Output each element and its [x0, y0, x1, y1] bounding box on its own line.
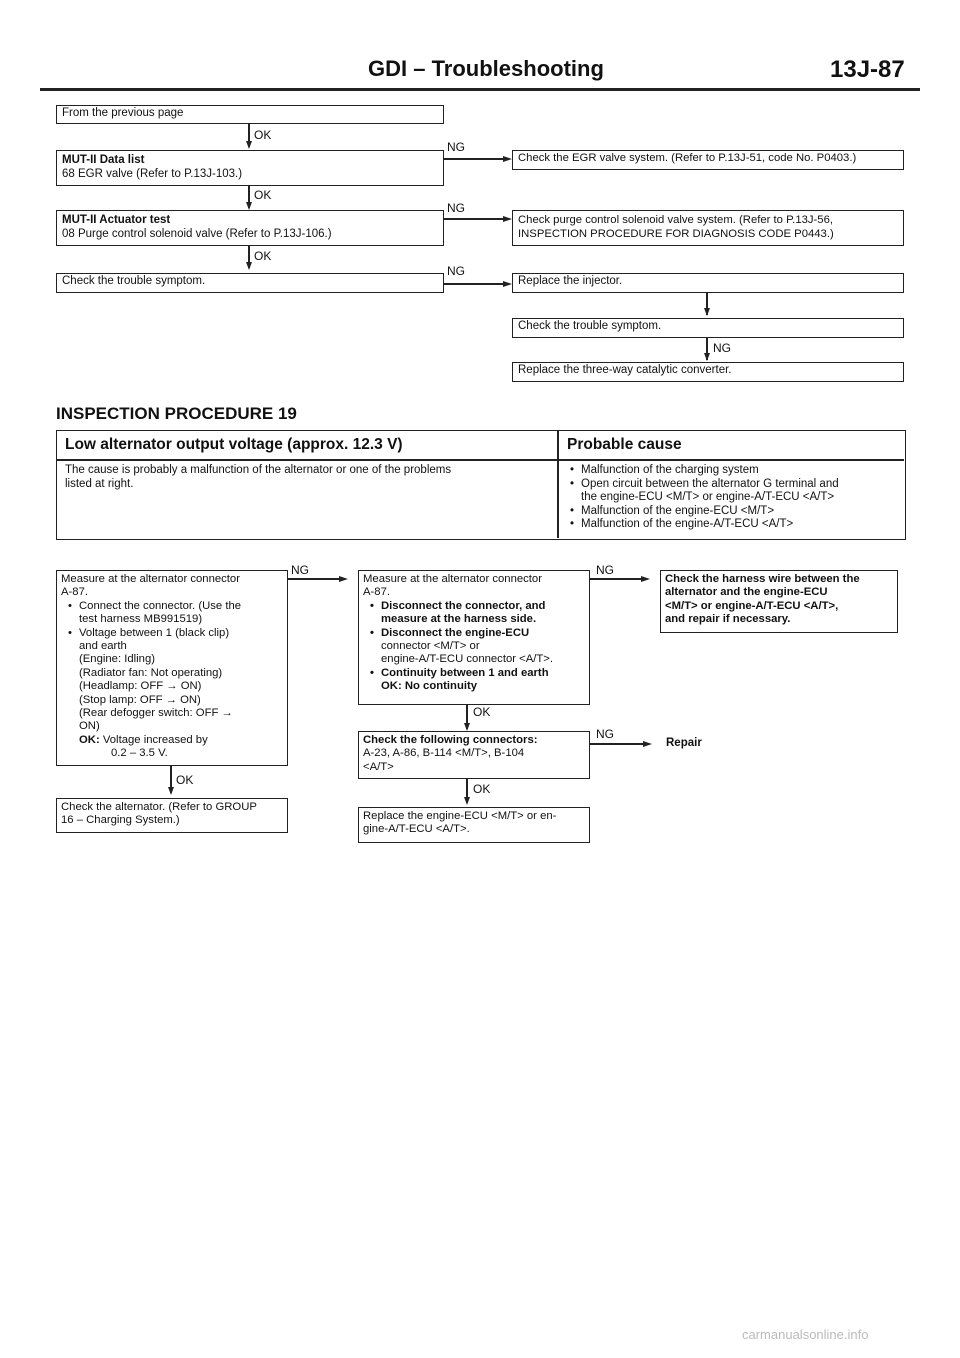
harness-check-box [660, 570, 898, 633]
step-line [61, 734, 283, 747]
step-line: (Headlamp: OFF → ON) [79, 680, 202, 693]
step-text: Continuity between 1 and earth [381, 666, 549, 679]
arrow-down-icon [704, 308, 710, 316]
mut-data-list-box [56, 150, 444, 186]
replace-converter-box [512, 362, 904, 382]
step-line: • Disconnect the connector, and [370, 599, 546, 612]
step-line: measure at the harness side. [381, 613, 537, 626]
replace-converter-text: Replace the three-way catalytic converter. [518, 364, 732, 376]
arrow-down-icon [246, 262, 252, 270]
mut-actuator-body: 08 Purge control solenoid valve (Refer to P.13J-106.) [62, 227, 332, 240]
measure-continuity-box [358, 570, 590, 705]
replace-injector-text: Replace the injector. [518, 275, 623, 287]
cause-text: Malfunction of the engine-ECU <M/T> [581, 504, 775, 517]
arrow-right-icon [643, 741, 652, 747]
description-line: listed at right. [65, 477, 134, 490]
trouble-symptom-box [56, 273, 444, 293]
step-line: and repair if necessary. [665, 613, 791, 626]
arrow-down-icon [704, 353, 710, 361]
ok-label: OK [254, 128, 272, 142]
cause-text: Open circuit between the alternator G terminal and [581, 477, 839, 490]
arrow-down-icon [464, 797, 470, 805]
trouble-symptom-text: Check the trouble symptom. [62, 275, 206, 287]
step-line: • Disconnect the engine-ECU [370, 626, 530, 639]
step-text: Voltage between 1 (black clip) [79, 626, 230, 639]
step-line: Measure at the alternator connector [363, 573, 542, 585]
replace-injector-box [512, 273, 904, 293]
step-line: 0.2 – 3.5 V. [111, 747, 168, 760]
purge-check-line: INSPECTION PROCEDURE FOR DIAGNOSIS CODE P0443.) [518, 227, 834, 240]
step-line: • Connect the connector. (Use the [68, 599, 242, 612]
ok-criteria-label: OK: [79, 733, 100, 746]
ng-label: NG [447, 201, 465, 215]
step-line: Measure at the alternator connector [61, 573, 240, 585]
egr-check-box [512, 150, 904, 170]
ok-label: OK [254, 249, 272, 263]
step-text: Voltage increased by [102, 733, 208, 746]
arrow-right-icon [641, 576, 650, 582]
ok-label: OK [254, 188, 272, 202]
table-divider [57, 459, 904, 461]
trouble-symptom-box-2 [512, 318, 904, 338]
check-alternator-box [56, 798, 288, 833]
mut-actuator-test-box [56, 210, 444, 246]
arrow-down-icon [168, 787, 174, 795]
cause-list [563, 464, 839, 532]
ok-criteria-label: OK: [381, 680, 402, 693]
from-previous-page-box [56, 105, 444, 124]
ok-label: OK [176, 773, 194, 787]
list-item: • Malfunction of the engine-A/T-ECU <A/T> [569, 518, 794, 531]
step-text: Disconnect the engine-ECU [381, 626, 530, 639]
connector-line [444, 218, 506, 220]
arrow-right-icon [339, 576, 348, 582]
step-line: engine-A/T-ECU connector <A/T>. [381, 653, 554, 666]
step-line: connector <M/T> or [381, 640, 480, 653]
page-number: 13J-87 [830, 56, 905, 83]
ng-label: NG [447, 140, 465, 154]
step-line: Replace the engine-ECU <M/T> or en- [363, 810, 557, 822]
ng-label: NG [447, 264, 465, 278]
step-line: Check the following connectors: [363, 734, 538, 746]
arrow-right-icon [503, 281, 512, 287]
connector-line [444, 158, 506, 160]
from-previous-label: From the previous page [62, 107, 184, 119]
procedure-heading: INSPECTION PROCEDURE 19 [56, 404, 297, 423]
step-line: gine-A/T-ECU <A/T>. [363, 823, 470, 836]
step-line: test harness MB991519) [79, 613, 203, 626]
symptom-description [65, 464, 451, 491]
repair-label: Repair [666, 737, 702, 749]
step-line: 16 – Charging System.) [61, 814, 180, 827]
cause-text: Malfunction of the charging system [581, 464, 759, 476]
ok-label: OK [473, 782, 491, 796]
measure-voltage-box [56, 570, 288, 766]
step-line: and earth [79, 640, 127, 653]
purge-check-line: Check purge control solenoid valve system. (Refer to P.13J-56, [518, 214, 834, 226]
mut-data-body: 68 EGR valve (Refer to P.13J-103.) [62, 167, 243, 180]
symptom-title: Low alternator output voltage (approx. 12.3 V) [65, 436, 403, 453]
step-line: A-87. [363, 586, 391, 599]
connector-line [590, 743, 645, 745]
mut-actuator-title: MUT-II Actuator test [62, 214, 171, 226]
step-line: (Engine: Idling) [79, 653, 155, 666]
check-connectors-box [358, 731, 590, 779]
arrow-right-icon [503, 216, 512, 222]
step-line: A-23, A-86, B-114 <M/T>, B-104 [363, 747, 525, 760]
step-text: Connect the connector. (Use the [79, 599, 242, 612]
connector-line [288, 578, 341, 580]
replace-ecu-box [358, 807, 590, 843]
footer-watermark: carmanualsonline.info [742, 1327, 869, 1342]
header-rule [40, 88, 920, 91]
cause-title: Probable cause [567, 436, 682, 453]
ng-label: NG [596, 563, 614, 577]
table-divider [557, 431, 559, 538]
ng-label: NG [596, 727, 614, 741]
step-line: (Radiator fan: Not operating) [79, 666, 223, 679]
arrow-down-icon [246, 141, 252, 149]
egr-check-text: Check the EGR valve system. (Refer to P.13J-51, code No. P0403.) [518, 152, 857, 164]
step-line: • Continuity between 1 and earth [370, 666, 549, 679]
arrow-right-icon [503, 156, 512, 162]
step-line: (Rear defogger switch: OFF → [79, 707, 233, 720]
step-text: No continuity [404, 680, 478, 693]
arrow-down-icon [464, 723, 470, 731]
step-line: Check the harness wire between the [665, 573, 860, 585]
mut-data-title: MUT-II Data list [62, 154, 145, 166]
step-line: ON) [79, 720, 100, 733]
step-line [363, 680, 585, 693]
ng-label: NG [291, 563, 309, 577]
procedure-table [56, 430, 906, 540]
step-text: Disconnect the connector, and [381, 599, 546, 612]
step-line: alternator and the engine-ECU [665, 586, 828, 599]
step-line: A-87. [61, 586, 89, 599]
step-line: • Voltage between 1 (black clip) [68, 626, 230, 639]
purge-check-box [512, 210, 904, 246]
page-title: GDI – Troubleshooting [368, 56, 604, 81]
ng-label: NG [713, 341, 731, 355]
cause-text: Malfunction of the engine-A/T-ECU <A/T> [581, 518, 794, 531]
step-line: Check the alternator. (Refer to GROUP [61, 801, 257, 813]
connector-line [590, 578, 643, 580]
list-item: • Malfunction of the engine-ECU <M/T> [569, 504, 775, 517]
list-item: the engine-ECU <M/T> or engine-A/T-ECU <A/T> [581, 491, 835, 504]
list-item: • Malfunction of the charging system [569, 464, 759, 476]
step-line: <M/T> or engine-A/T-ECU <A/T>, [665, 599, 839, 612]
list-item: • Open circuit between the alternator G terminal and [569, 477, 839, 490]
connector-line [444, 283, 506, 285]
step-line: <A/T> [363, 760, 394, 773]
step-line: (Stop lamp: OFF → ON) [79, 693, 201, 706]
trouble-symptom-text: Check the trouble symptom. [518, 320, 662, 332]
arrow-down-icon [246, 202, 252, 210]
description-line: The cause is probably a malfunction of the alternator or one of the problems [65, 464, 452, 476]
ok-label: OK [473, 705, 491, 719]
